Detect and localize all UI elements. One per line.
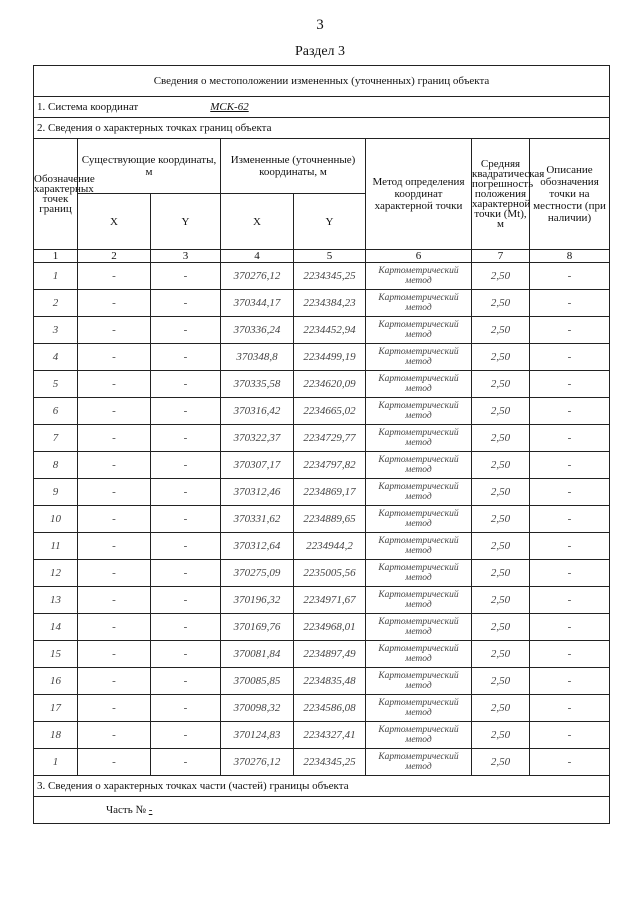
cell-description: - — [530, 290, 610, 317]
cell-existing-x: - — [78, 290, 151, 317]
cell-accuracy: 2,50 — [472, 263, 530, 290]
cell-point-number: 17 — [34, 695, 78, 722]
cell-description: - — [530, 263, 610, 290]
cell-changed-x: 370316,42 — [221, 398, 294, 425]
column-number: 8 — [530, 250, 610, 263]
cell-description: - — [530, 425, 610, 452]
cell-accuracy: 2,50 — [472, 371, 530, 398]
cell-description: - — [530, 749, 610, 776]
table-row — [34, 614, 610, 641]
cell-changed-y: 2234665,02 — [294, 398, 366, 425]
cell-point-number: 14 — [34, 614, 78, 641]
table-title: Сведения о местоположении измененных (уточненных) границ объекта — [34, 66, 610, 97]
cell-description: - — [530, 614, 610, 641]
table-row — [34, 587, 610, 614]
header-changed-x: X — [221, 194, 294, 250]
cell-existing-y: - — [151, 479, 221, 506]
cell-existing-y: - — [151, 587, 221, 614]
table-row — [34, 371, 610, 398]
cell-existing-y: - — [151, 668, 221, 695]
table-row — [34, 290, 610, 317]
cell-point-number: 5 — [34, 371, 78, 398]
cell-changed-x: 370085,85 — [221, 668, 294, 695]
cell-changed-x: 370344,17 — [221, 290, 294, 317]
cell-method: Картометрический метод — [366, 668, 472, 695]
cell-changed-x: 370312,46 — [221, 479, 294, 506]
cell-existing-x: - — [78, 371, 151, 398]
column-numbers-row — [34, 250, 610, 263]
cell-method: Картометрический метод — [366, 695, 472, 722]
cell-existing-y: - — [151, 641, 221, 668]
table-row — [34, 695, 610, 722]
cell-accuracy: 2,50 — [472, 317, 530, 344]
cell-changed-x: 370307,17 — [221, 452, 294, 479]
cell-changed-y: 2234797,82 — [294, 452, 366, 479]
cell-point-number: 1 — [34, 749, 78, 776]
cell-existing-x: - — [78, 560, 151, 587]
cell-method: Картометрический метод — [366, 344, 472, 371]
cell-existing-x: - — [78, 722, 151, 749]
cell-changed-y: 2235005,56 — [294, 560, 366, 587]
column-number: 5 — [294, 250, 366, 263]
cell-point-number: 9 — [34, 479, 78, 506]
cell-existing-x: - — [78, 425, 151, 452]
cell-description: - — [530, 479, 610, 506]
cell-point-number: 18 — [34, 722, 78, 749]
cell-changed-x: 370336,24 — [221, 317, 294, 344]
part-row — [34, 797, 610, 824]
cell-existing-y: - — [151, 371, 221, 398]
cell-point-number: 13 — [34, 587, 78, 614]
header-designation: Обозначение характерных точек границ — [34, 139, 78, 250]
cell-description: - — [530, 587, 610, 614]
column-number: 7 — [472, 250, 530, 263]
cell-existing-y: - — [151, 290, 221, 317]
cell-accuracy: 2,50 — [472, 560, 530, 587]
cell-existing-x: - — [78, 614, 151, 641]
cell-description: - — [530, 317, 610, 344]
cell-existing-y: - — [151, 506, 221, 533]
cell-existing-x: - — [78, 398, 151, 425]
column-number: 1 — [34, 250, 78, 263]
cell-changed-x: 370312,64 — [221, 533, 294, 560]
cell-existing-y: - — [151, 398, 221, 425]
cell-method: Картометрический метод — [366, 371, 472, 398]
cell-method: Картометрический метод — [366, 587, 472, 614]
cell-method: Картометрический метод — [366, 263, 472, 290]
cell-existing-x: - — [78, 263, 151, 290]
cell-method: Картометрический метод — [366, 614, 472, 641]
table-row — [34, 749, 610, 776]
cell-changed-x: 370275,09 — [221, 560, 294, 587]
cell-changed-x: 370276,12 — [221, 749, 294, 776]
cell-changed-y: 2234586,08 — [294, 695, 366, 722]
table-row — [34, 506, 610, 533]
column-number: 3 — [151, 250, 221, 263]
cell-point-number: 16 — [34, 668, 78, 695]
cell-method: Картометрический метод — [366, 506, 472, 533]
cell-existing-x: - — [78, 317, 151, 344]
cell-existing-y: - — [151, 560, 221, 587]
cell-method: Картометрический метод — [366, 452, 472, 479]
cell-changed-y: 2234729,77 — [294, 425, 366, 452]
cell-method: Картометрический метод — [366, 560, 472, 587]
table-row — [34, 668, 610, 695]
cell-description: - — [530, 722, 610, 749]
table-row — [34, 722, 610, 749]
boundary-table — [33, 65, 610, 824]
column-number: 6 — [366, 250, 472, 263]
cell-accuracy: 2,50 — [472, 722, 530, 749]
header-changed-y: Y — [294, 194, 366, 250]
cell-existing-x: - — [78, 479, 151, 506]
cell-existing-x: - — [78, 506, 151, 533]
table-row — [34, 317, 610, 344]
cell-changed-x: 370124,83 — [221, 722, 294, 749]
cell-point-number: 11 — [34, 533, 78, 560]
cell-accuracy: 2,50 — [472, 398, 530, 425]
coord-system-label: 1. Система координат — [37, 101, 139, 113]
cell-existing-x: - — [78, 344, 151, 371]
section-title: Раздел 3 — [294, 44, 346, 59]
table-row — [34, 479, 610, 506]
cell-existing-y: - — [151, 317, 221, 344]
cell-point-number: 3 — [34, 317, 78, 344]
part-label: Часть № — [106, 804, 146, 816]
part-value: - — [148, 804, 153, 816]
cell-method: Картометрический метод — [366, 317, 472, 344]
cell-method: Картометрический метод — [366, 479, 472, 506]
cell-accuracy: 2,50 — [472, 668, 530, 695]
cell-changed-y: 2234620,09 — [294, 371, 366, 398]
cell-accuracy: 2,50 — [472, 452, 530, 479]
cell-existing-y: - — [151, 425, 221, 452]
cell-point-number: 8 — [34, 452, 78, 479]
cell-changed-y: 2234499,19 — [294, 344, 366, 371]
header-accuracy: Средняя квадратическая погрешность положения характерной точки (Mt), м — [472, 139, 530, 250]
cell-point-number: 10 — [34, 506, 78, 533]
part-section-label: 3. Сведения о характерных точках части (частей) границы объекта — [34, 776, 610, 797]
cell-existing-x: - — [78, 452, 151, 479]
cell-accuracy: 2,50 — [472, 425, 530, 452]
cell-accuracy: 2,50 — [472, 749, 530, 776]
table-row — [34, 344, 610, 371]
cell-changed-y: 2234327,41 — [294, 722, 366, 749]
cell-method: Картометрический метод — [366, 290, 472, 317]
cell-existing-x: - — [78, 668, 151, 695]
cell-changed-y: 2234345,25 — [294, 263, 366, 290]
cell-changed-x: 370098,32 — [221, 695, 294, 722]
cell-point-number: 6 — [34, 398, 78, 425]
column-number: 2 — [78, 250, 151, 263]
points-section-label: 2. Сведения о характерных точках границ объекта — [34, 118, 610, 139]
cell-changed-y: 2234944,2 — [294, 533, 366, 560]
cell-changed-x: 370331,62 — [221, 506, 294, 533]
cell-changed-y: 2234835,48 — [294, 668, 366, 695]
cell-point-number: 4 — [34, 344, 78, 371]
cell-existing-y: - — [151, 344, 221, 371]
cell-existing-x: - — [78, 587, 151, 614]
cell-existing-y: - — [151, 452, 221, 479]
cell-existing-x: - — [78, 749, 151, 776]
cell-existing-x: - — [78, 695, 151, 722]
cell-point-number: 12 — [34, 560, 78, 587]
cell-changed-y: 2234897,49 — [294, 641, 366, 668]
header-description: Описание обозначения точки на местности (при наличии) — [530, 139, 610, 250]
header-existing-x: X — [78, 194, 151, 250]
table-row — [34, 452, 610, 479]
cell-method: Картометрический метод — [366, 398, 472, 425]
cell-changed-x: 370322,37 — [221, 425, 294, 452]
cell-accuracy: 2,50 — [472, 641, 530, 668]
cell-accuracy: 2,50 — [472, 344, 530, 371]
cell-changed-y: 2234452,94 — [294, 317, 366, 344]
cell-point-number: 2 — [34, 290, 78, 317]
cell-point-number: 15 — [34, 641, 78, 668]
cell-changed-y: 2234869,17 — [294, 479, 366, 506]
header-method: Метод определения координат характерной точки — [366, 139, 472, 250]
header-existing: Существующие координаты, м — [78, 139, 221, 194]
cell-existing-y: - — [151, 533, 221, 560]
cell-description: - — [530, 560, 610, 587]
cell-existing-y: - — [151, 614, 221, 641]
cell-changed-y: 2234384,23 — [294, 290, 366, 317]
cell-changed-y: 2234968,01 — [294, 614, 366, 641]
cell-description: - — [530, 506, 610, 533]
cell-existing-y: - — [151, 263, 221, 290]
table-row — [34, 398, 610, 425]
cell-accuracy: 2,50 — [472, 695, 530, 722]
cell-description: - — [530, 371, 610, 398]
table-row — [34, 641, 610, 668]
cell-existing-x: - — [78, 533, 151, 560]
cell-changed-x: 370335,58 — [221, 371, 294, 398]
cell-existing-y: - — [151, 695, 221, 722]
cell-changed-x: 370276,12 — [221, 263, 294, 290]
cell-method: Картометрический метод — [366, 533, 472, 560]
cell-accuracy: 2,50 — [472, 533, 530, 560]
cell-accuracy: 2,50 — [472, 506, 530, 533]
cell-accuracy: 2,50 — [472, 290, 530, 317]
cell-accuracy: 2,50 — [472, 614, 530, 641]
header-existing-y: Y — [151, 194, 221, 250]
cell-existing-y: - — [151, 722, 221, 749]
cell-description: - — [530, 398, 610, 425]
table-row — [34, 425, 610, 452]
cell-method: Картометрический метод — [366, 749, 472, 776]
cell-description: - — [530, 533, 610, 560]
cell-changed-y: 2234889,65 — [294, 506, 366, 533]
cell-accuracy: 2,50 — [472, 479, 530, 506]
cell-existing-x: - — [78, 641, 151, 668]
cell-description: - — [530, 695, 610, 722]
cell-description: - — [530, 452, 610, 479]
cell-method: Картометрический метод — [366, 425, 472, 452]
column-number: 4 — [221, 250, 294, 263]
cell-accuracy: 2,50 — [472, 587, 530, 614]
page-number: 3 — [316, 17, 324, 33]
cell-changed-y: 2234971,67 — [294, 587, 366, 614]
cell-changed-x: 370169,76 — [221, 614, 294, 641]
cell-description: - — [530, 344, 610, 371]
cell-changed-y: 2234345,25 — [294, 749, 366, 776]
cell-point-number: 7 — [34, 425, 78, 452]
header-changed: Измененные (уточненные) координаты, м — [221, 139, 366, 194]
table-row — [34, 263, 610, 290]
coord-system-value: МСК-62 — [210, 101, 249, 113]
cell-changed-x: 370196,32 — [221, 587, 294, 614]
cell-existing-y: - — [151, 749, 221, 776]
cell-point-number: 1 — [34, 263, 78, 290]
table-row — [34, 533, 610, 560]
cell-method: Картометрический метод — [366, 641, 472, 668]
cell-method: Картометрический метод — [366, 722, 472, 749]
table-row — [34, 560, 610, 587]
cell-description: - — [530, 641, 610, 668]
coord-system-row — [34, 97, 610, 118]
cell-changed-x: 370348,8 — [221, 344, 294, 371]
cell-description: - — [530, 668, 610, 695]
cell-changed-x: 370081,84 — [221, 641, 294, 668]
